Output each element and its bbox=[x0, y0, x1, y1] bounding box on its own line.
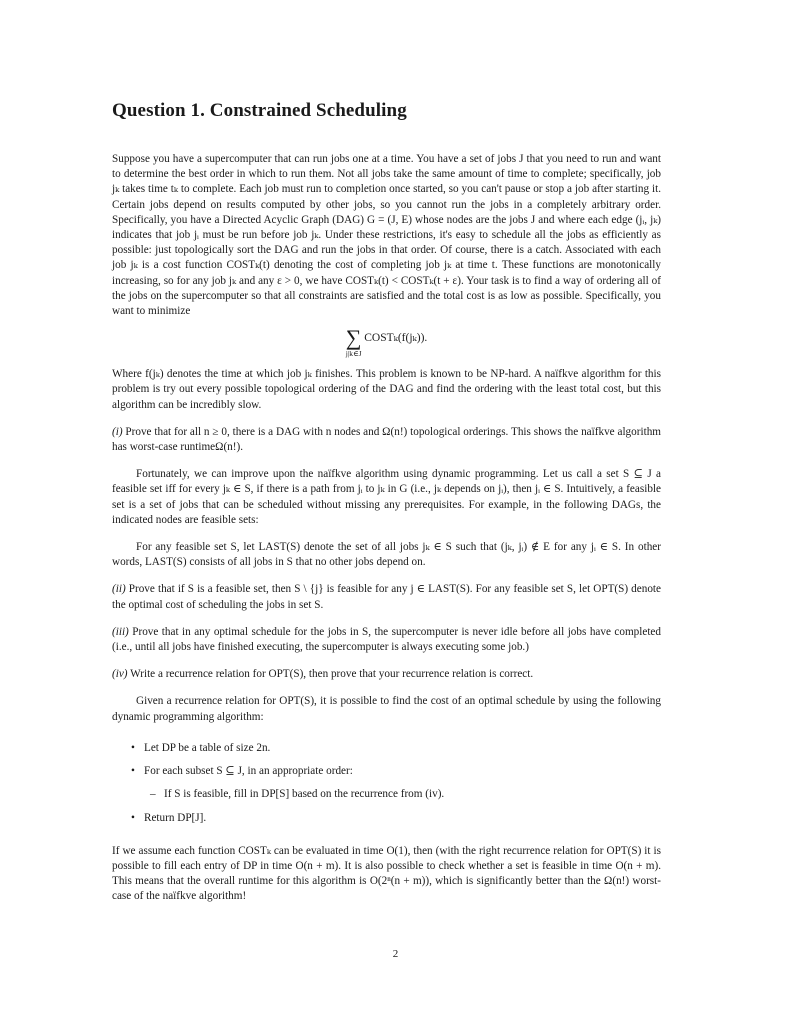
part-iii-label: (iii) bbox=[112, 625, 129, 638]
sum-symbol: ∑ bbox=[345, 325, 362, 351]
list-item: • Return DP[J]. bbox=[131, 811, 207, 824]
last-definition-paragraph: For any feasible set S, let LAST(S) denote the set of all jobs jₖ ∈ S such that (jₖ, jᵢ) ∉ E for any jᵢ ∈ S. In other words, LAST(S) consists of all jobs in S that no other jobs depend on. bbox=[112, 541, 661, 569]
given-paragraph: Given a recurrence relation for OPT(S), it is possible to find the cost of an optimal schedule by using the following dynamic programming algorithm: bbox=[112, 695, 661, 723]
algorithm-list bbox=[112, 741, 661, 826]
part-i bbox=[112, 425, 661, 455]
formula-body: COSTₖ(f(jₖ)). bbox=[364, 332, 428, 345]
intro-paragraph: Suppose you have a supercomputer that can run jobs one at a time. You have a set of jobs J that you need to run and want to determine the best order in which to run them. Not all jobs take the same amount of time to complete; specifically, job jₖ takes time tₖ to complete. Each job must run to completion once started, so you can't pause or stop a job after starting it. Certain jobs depend on results computed by other jobs, so you cannot run the jobs in a completely arbitrary order. Specifically, you have a Directed Acyclic Graph (DAG) G = (J, E) whose nodes are the jobs J and where each edge (jᵢ, jₖ) indicates that job jᵢ must be run before job jₖ. Under these restrictions, it's easy to schedule all the jobs as efficiently as possible: just topologically sort the DAG and run the jobs in that order. Of course, there is a catch. Associated with each job jₖ is a cost function COSTₖ(t) denoting the cost of completing job jₖ at time t. These functions are monotonically increasing, so for any job jₖ and any ε > 0, we have COSTₖ(t) < COSTₖ(t + ε). Your task is to find a way of ordering all of the jobs on the supercomputer so that all constraints are satisfied and the total cost is as low as possible. Specifically, you want to minimize bbox=[112, 153, 661, 318]
part-i-text: Prove that for all n ≥ 0, there is a DAG with n nodes and Ω(n!) topological orderings. This shows the naïfkve algorithm has worst-case runtimeΩ(n!). bbox=[112, 425, 661, 454]
part-iv-text: Write a recurrence relation for OPT(S), then prove that your recurrence relation is correct. bbox=[127, 668, 534, 681]
list-item: • Let DP be a table of size 2n. bbox=[131, 741, 271, 754]
part-iv-label: (iv) bbox=[112, 668, 128, 681]
final-paragraph: If we assume each function COSTₖ can be evaluated in time O(1), then (with the right recurrence relation for OPT(S) it is possible to fill each entry of DP in time O(n + m). It is also possible to check whether a set is feasible in time O(n + m). This means that the overall runtime for this algorithm is O(2ⁿ(n + m)), which is significantly better than the Ω(n!) worst-case of the naïfkve algorithm! bbox=[112, 844, 661, 903]
part-iv bbox=[112, 667, 661, 682]
question-title: Question 1. Constrained Scheduling bbox=[112, 100, 407, 121]
summation-formula bbox=[112, 325, 661, 359]
list-item: • For each subset S ⊆ J, in an appropriate order: bbox=[131, 765, 353, 778]
part-ii-label: (ii) bbox=[112, 583, 126, 596]
part-i-label: (i) bbox=[112, 425, 123, 438]
page-number: 2 bbox=[392, 948, 399, 960]
sum-subscript: j|k∈J bbox=[345, 349, 362, 359]
part-iii-text: Prove that in any optimal schedule for the jobs in S, the supercomputer is never idle before all jobs have completed (i.e., until all jobs have finished executing, the supercomputer is always executing some job.) bbox=[112, 625, 661, 654]
fortunately-paragraph: Fortunately, we can improve upon the naïfkve algorithm using dynamic programming. Let us call a set S ⊆ J a feasible set iff for every jₖ ∈ S, if there is a path from jᵢ to jₖ in G (i.e., jₖ depends on jᵢ), then jᵢ ∈ S. Intuitively, a feasible set is a set of jobs that can be scheduled without missing any prerequisites. For example, in the following DAGs, the indicated nodes are feasible sets: bbox=[112, 468, 661, 526]
list-item: – If S is feasible, fill in DP[S] based on the recurrence from (iv). bbox=[150, 788, 445, 801]
part-ii-text: Prove that if S is a feasible set, then S \ {j} is feasible for any j ∈ LAST(S). For any feasible set S, let OPT(S) denote the optimal cost of scheduling the jobs in set S. bbox=[112, 583, 661, 611]
where-paragraph: Where f(jₖ) denotes the time at which job jₖ finishes. This problem is known to be NP-hard. A naïfkve algorithm for this problem is try out every possible topological ordering of the DAG and find the ordering with the least total cost, but this algorithm can be incredibly slow. bbox=[112, 368, 661, 411]
document-page bbox=[112, 100, 661, 905]
part-ii bbox=[112, 582, 661, 612]
part-iii bbox=[112, 625, 661, 655]
